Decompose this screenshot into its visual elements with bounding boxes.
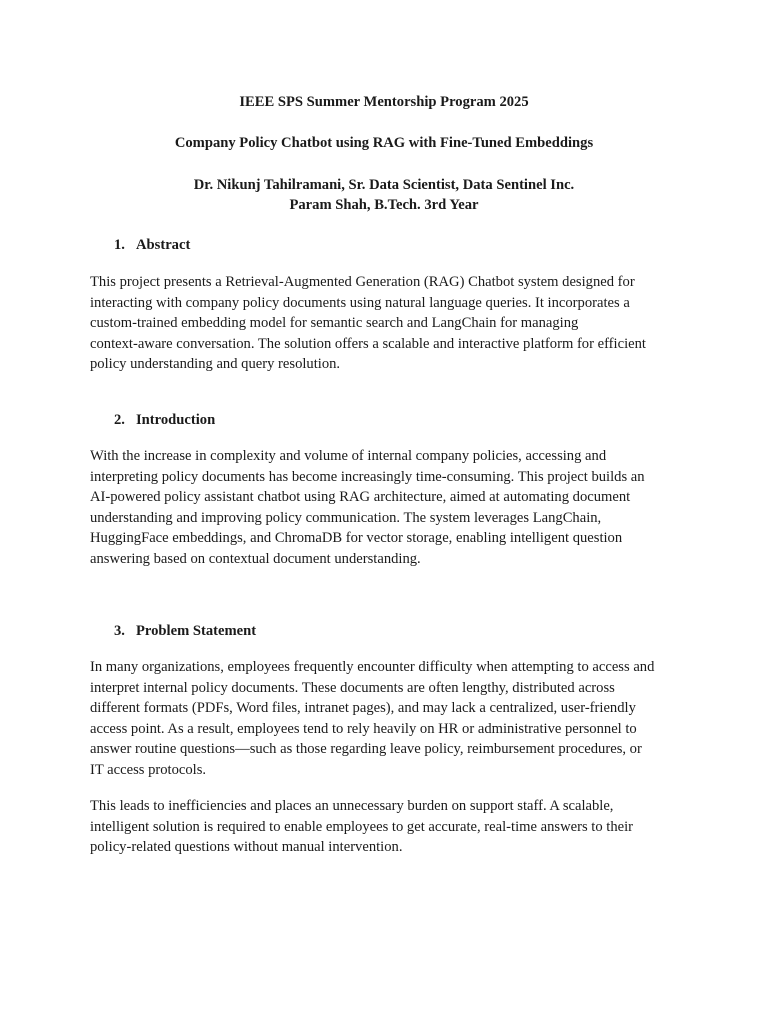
program-title: IEEE SPS Summer Mentorship Program 2025: [239, 94, 529, 110]
text-line: IT access protocols.: [90, 761, 207, 778]
author-line-2: Param Shah, B.Tech. 3rd Year: [289, 197, 479, 213]
section-heading-introduction: [114, 410, 215, 431]
text-line: This leads to inefficiencies and places an unnecessary burden on support staff. A scalable,: [90, 798, 614, 814]
text-line: access point. As a result, employees tend to rely heavily on HR or administrative personnel to: [90, 720, 637, 737]
abstract-paragraph: [90, 272, 690, 375]
document-title: Company Policy Chatbot using RAG with Fine-Tuned Embeddings: [174, 135, 594, 151]
section-title: Introduction: [136, 412, 216, 428]
text-line: AI-powered policy assistant chatbot using RAG architecture, aimed at automating document: [90, 489, 631, 506]
text-line: interpret internal policy documents. These documents are often lengthy, distributed across: [90, 679, 615, 696]
section-title: Abstract: [136, 237, 191, 253]
author-line-1: Dr. Nikunj Tahilramani, Sr. Data Scientist, Data Sentinel Inc.: [193, 177, 575, 193]
section-number: 2.: [114, 412, 125, 428]
text-line: policy-related questions without manual intervention.: [90, 839, 403, 856]
section-heading-problem-statement: [114, 621, 256, 642]
section-number: 3.: [114, 623, 125, 639]
section-number: 1.: [114, 237, 125, 253]
introduction-paragraph: [90, 446, 690, 570]
text-line: In many organizations, employees frequently encounter difficulty when attempting to access and: [90, 659, 655, 675]
text-line: understanding and improving policy communication. The system leverages LangChain,: [90, 509, 602, 526]
text-line: This project presents a Retrieval-Augmented Generation (RAG) Chatbot system designed for: [90, 274, 635, 290]
text-line: custom-trained embedding model for semantic search and LangChain for managing: [90, 315, 579, 332]
text-line: answering based on contextual document understanding.: [90, 550, 421, 567]
text-line: answer routine questions—such as those regarding leave policy, reimbursement procedures, or: [90, 741, 642, 758]
problem-paragraph-1: [90, 657, 690, 781]
text-line: context-aware conversation. The solution offers a scalable and interactive platform for efficient: [90, 335, 646, 352]
text-line: different formats (PDFs, Word files, intranet pages), and may lack a centralized, user-friendly: [90, 700, 636, 717]
section-heading-abstract: [114, 235, 190, 256]
text-line: intelligent solution is required to enable employees to get accurate, real-time answers to their: [90, 818, 634, 835]
text-line: interpreting policy documents has become increasingly time-consuming. This project builds an: [90, 468, 645, 485]
text-line: With the increase in complexity and volume of internal company policies, accessing and: [90, 448, 607, 464]
text-line: HuggingFace embeddings, and ChromaDB for vector storage, enabling intelligent question: [90, 530, 623, 547]
section-title: Problem Statement: [136, 623, 257, 639]
problem-paragraph-2: [90, 796, 690, 858]
text-line: interacting with company policy documents using natural language queries. It incorporates a: [90, 294, 630, 311]
text-line: policy understanding and query resolution.: [90, 356, 341, 373]
